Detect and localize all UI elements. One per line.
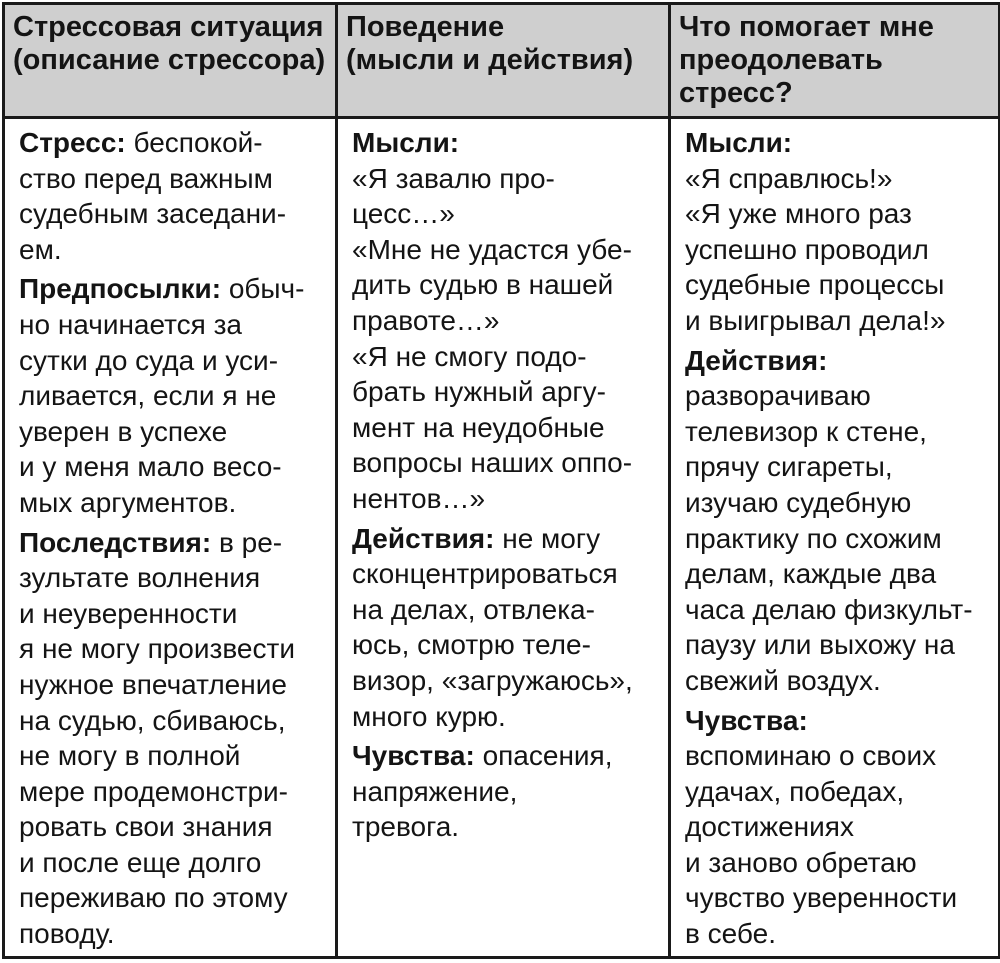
block-first-line — [685, 703, 990, 739]
block-line: мых аргументов. — [19, 486, 237, 518]
text-block — [352, 125, 660, 517]
text-block — [19, 125, 327, 267]
block-label: Действия: — [685, 344, 828, 376]
block-first-line — [352, 521, 660, 557]
block-line-text: не могу — [494, 522, 601, 554]
block-line: на судью, сбиваюсь, — [19, 704, 286, 736]
header-line: преодолевать — [679, 44, 883, 76]
block-line: много курю. — [352, 700, 506, 732]
block-label: Мысли: — [352, 127, 460, 158]
block-label: Последствия: — [19, 526, 212, 558]
block-line: поводу. — [19, 918, 115, 950]
block-line: переживаю по этому — [19, 882, 288, 914]
block-line: но начинается за — [19, 308, 243, 340]
block-line: брать нужный аргу- — [352, 376, 606, 408]
block-line: «Я не смогу подо- — [352, 340, 587, 372]
header-cell-coping — [670, 4, 1000, 118]
text-block — [19, 271, 327, 520]
block-line: успешно проводил — [685, 233, 929, 265]
block-line: «Я справлюсь!» — [685, 162, 893, 194]
block-line: визор, «загружаюсь», — [352, 664, 633, 696]
block-line: удачах, победах, — [685, 775, 905, 807]
block-label: Мысли: — [685, 127, 793, 158]
block-line: не могу в полной — [19, 740, 241, 772]
block-label: Действия: — [352, 522, 495, 554]
block-line-text: в ре- — [211, 526, 283, 558]
block-label: Стресс: — [19, 127, 126, 158]
block-line: ровать свои знания — [19, 811, 273, 843]
block-line: чувство уверенности — [685, 882, 958, 914]
stress-table — [2, 2, 1000, 959]
block-line: телевизор к стене, — [685, 415, 927, 447]
block-line: ем. — [19, 233, 62, 265]
header-line: Стрессовая ситуация — [13, 11, 324, 43]
header-line: (описание стрессора) — [13, 44, 326, 76]
block-line: в себе. — [685, 918, 776, 950]
block-line: юсь, смотрю теле- — [352, 629, 591, 661]
block-line-text: беспокой- — [125, 127, 263, 158]
block-label: Чувства: — [352, 740, 475, 772]
block-line-text: обыч- — [221, 273, 305, 305]
block-line: достижениях — [685, 811, 854, 843]
block-line: нужное впечатление — [19, 668, 287, 700]
text-block — [19, 525, 327, 952]
header-cell-stress-situation — [4, 4, 337, 118]
block-first-line — [19, 271, 327, 307]
block-line: мере продемонстри- — [19, 775, 288, 807]
block-line: правоте…» — [352, 304, 500, 336]
block-line: паузу или выхожу на — [685, 629, 955, 661]
block-line: практику по схожим — [685, 522, 942, 554]
block-line: вопросы наших оппо- — [352, 447, 633, 479]
block-label: Чувства: — [685, 704, 808, 736]
header-row — [4, 4, 1000, 118]
block-line: уверен в успехе — [19, 415, 228, 447]
block-line: «Мне не удастся убе- — [352, 233, 632, 265]
block-first-line — [685, 343, 990, 379]
block-line: и неуверенности — [19, 597, 238, 629]
block-first-line — [685, 125, 990, 161]
block-first-line — [352, 125, 660, 161]
block-first-line — [19, 125, 327, 161]
block-line: ство перед важным — [19, 162, 273, 194]
block-line: сконцентрироваться — [352, 558, 618, 590]
block-line: и у меня мало весо- — [19, 451, 282, 483]
block-line: «Я завалю про- — [352, 162, 555, 194]
block-line: дить судью в нашей — [352, 269, 614, 301]
block-line: я не могу произвести — [19, 633, 295, 665]
block-first-line — [352, 738, 660, 774]
block-line: разворачиваю — [685, 380, 871, 412]
block-line: нентов…» — [352, 482, 486, 514]
header-line: стресс? — [679, 77, 793, 109]
block-line: судебным заседани- — [19, 198, 287, 230]
block-line: сутки до суда и уси- — [19, 344, 279, 376]
block-line: цесс…» — [352, 198, 455, 230]
block-line: прячу сигареты, — [685, 451, 893, 483]
body-row — [4, 118, 1000, 958]
block-line: изучаю судебную — [685, 486, 912, 518]
header-line: Что помогает мне — [679, 11, 934, 43]
text-block — [352, 738, 660, 845]
text-block — [685, 343, 990, 699]
block-line: и после еще долго — [19, 846, 262, 878]
text-block — [685, 703, 990, 952]
header-line: Поведение — [346, 11, 505, 43]
header-cell-behavior — [337, 4, 670, 118]
text-block — [685, 125, 990, 339]
block-line: ливается, если я не — [19, 380, 277, 412]
block-line: свежий воздух. — [685, 664, 881, 696]
cell-stress-description — [4, 118, 337, 958]
block-line: судебные процессы — [685, 269, 945, 301]
block-line: тревога. — [352, 811, 460, 843]
block-line-text: опасения, — [474, 740, 613, 772]
block-line: мент на неудобные — [352, 411, 605, 443]
block-line: вспоминаю о своих — [685, 740, 937, 772]
block-line: часа делаю физкульт- — [685, 593, 973, 625]
block-label: Предпосылки: — [19, 273, 222, 305]
block-line: напряжение, — [352, 775, 518, 807]
block-line: и заново обретаю — [685, 846, 917, 878]
block-first-line — [19, 525, 327, 561]
block-line: на делах, отвлека- — [352, 593, 595, 625]
cell-behavior-description — [337, 118, 670, 958]
block-line: делам, каждые два — [685, 558, 937, 590]
cell-coping-description — [670, 118, 1000, 958]
text-block — [352, 521, 660, 735]
block-line: «Я уже много раз — [685, 198, 912, 230]
header-line: (мысли и действия) — [346, 44, 634, 76]
block-line: и выигрывал дела!» — [685, 304, 946, 336]
block-line: зультате волнения — [19, 562, 261, 594]
